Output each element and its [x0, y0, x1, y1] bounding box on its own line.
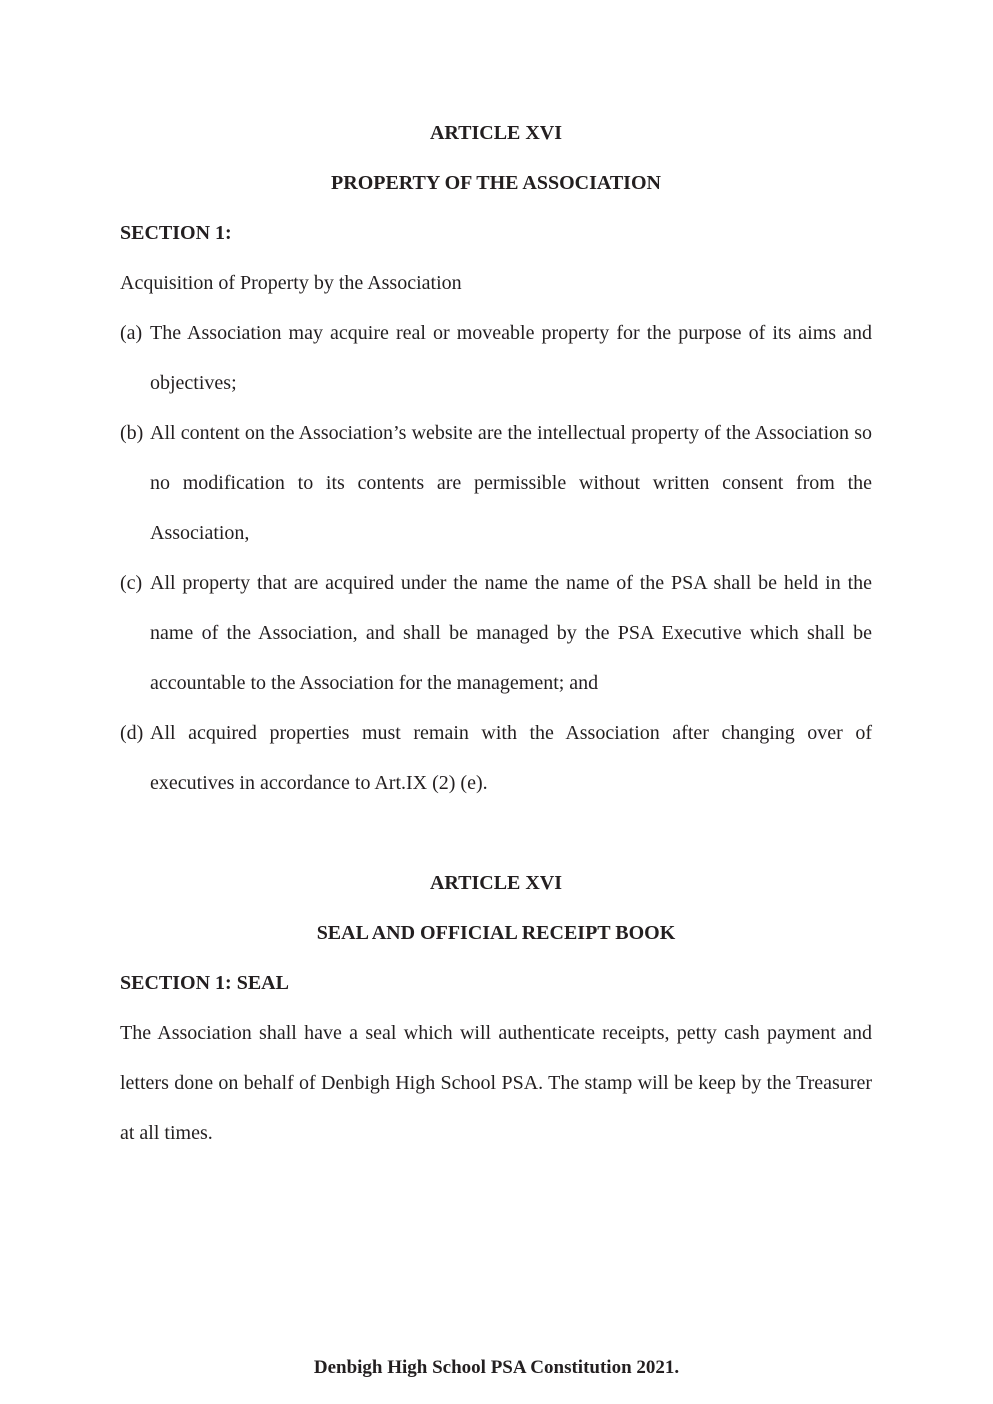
- section-subtitle: Acquisition of Property by the Association: [120, 272, 462, 294]
- list-item-text: All property that are acquired under the name the name of the PSA shall be held in the name of the Association, and shall be managed by the PSA Executive which shall be accountable to the Association for the management; and: [150, 572, 872, 694]
- list-item-label: (c): [120, 572, 143, 594]
- list-item: [120, 558, 872, 708]
- article-title-seal: SEAL AND OFFICIAL RECEIPT BOOK: [316, 922, 676, 944]
- section-spacer: [120, 808, 872, 858]
- list-item-label: (b): [120, 422, 144, 444]
- list-item-text: All acquired properties must remain with the Association after changing over of executives in accordance to Art.IX (2) (e).: [150, 722, 872, 794]
- section-heading-seal: SECTION 1: SEAL: [120, 972, 289, 994]
- list-item: [120, 708, 872, 808]
- list-item: [120, 308, 872, 408]
- list-item-label: (d): [120, 722, 144, 744]
- article-heading-seal: ARTICLE XVI: [429, 872, 563, 894]
- page-content: [120, 108, 872, 1158]
- seal-paragraph: The Association shall have a seal which will authenticate receipts, petty cash payment and letters done on behalf of Denbigh High School PSA. The stamp will be keep by the Treasurer at all times.: [120, 1022, 872, 1144]
- list-item-label: (a): [120, 322, 143, 344]
- article-heading: ARTICLE XVI: [429, 122, 563, 144]
- list-item-text: All content on the Association’s website are the intellectual property of the Association so no modification to its contents are permissible without written consent from the Association,: [150, 422, 872, 544]
- section-heading: SECTION 1:: [120, 222, 232, 244]
- article-title: PROPERTY OF THE ASSOCIATION: [331, 172, 661, 194]
- page-footer: Denbigh High School PSA Constitution 2021.: [313, 1357, 680, 1378]
- list-item: [120, 408, 872, 558]
- list-item-text: The Association may acquire real or moveable property for the purpose of its aims and objectives;: [150, 322, 872, 394]
